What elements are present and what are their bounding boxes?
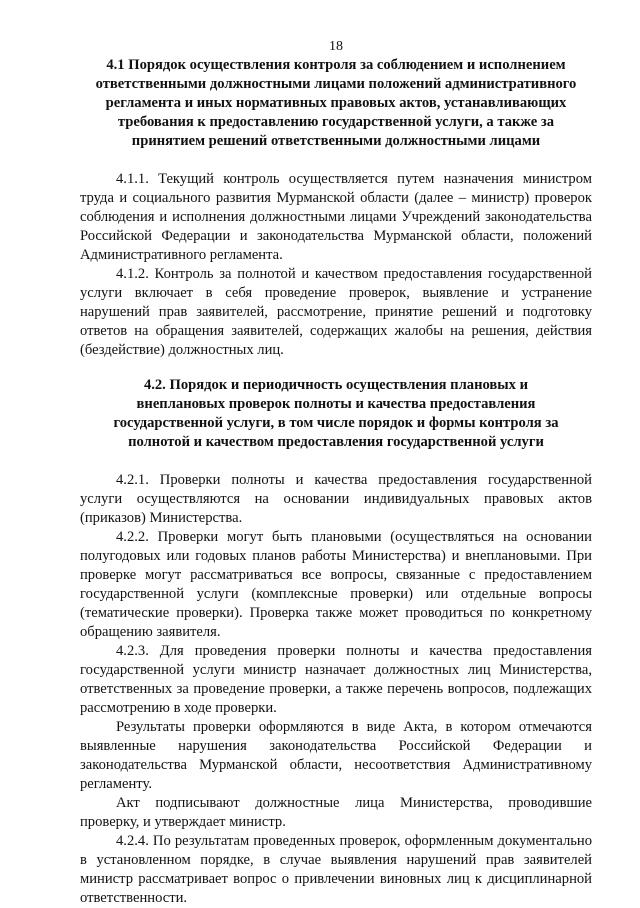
section-heading: 4.2. Порядок и периодичность осуществления плановых и внеплановых проверок полноты и качества предоставления государственной услуги, в том числе порядок и формы контроля за полнотой и качеством предоставления государственной услуги	[113, 377, 559, 450]
paragraph: 4.2.2. Проверки могут быть плановыми (осуществляться на основании полугодовых или годовых планов работы Министерства) и внеплановыми. При проверке могут рассматриваться все вопросы, связанные с предоставлением государственной услуги (комплексные проверки) или отдельные вопросы (тематические проверки). Проверка также может проводиться по конкретному обращению заявителя.	[80, 529, 592, 640]
paragraph: Акт подписывают должностные лица Министерства, проводившие проверку, и утверждает министр.	[80, 795, 592, 830]
section-4-2	[80, 376, 592, 908]
spacer	[80, 452, 592, 471]
paragraph: 4.2.1. Проверки полноты и качества предоставления государственной услуги осуществляются на основании индивидуальных правовых актов (приказов) Министерства.	[80, 472, 592, 526]
paragraph: 4.2.3. Для проведения проверки полноты и качества предоставления государственной услуги министр назначает должностных лиц Министерства, ответственных за проведение проверки, а также перечень вопросов, подлежащих рассмотрению в ходе проверки.	[80, 643, 592, 716]
page-number: 18	[329, 39, 343, 54]
paragraph: Результаты проверки оформляются в виде Акта, в котором отмечаются выявленные нарушения законодательства Российской Федерации и законодательства Мурманской области, несоответствия Административному регламенту.	[80, 719, 592, 792]
paragraph: 4.1.1. Текущий контроль осуществляется путем назначения министром труда и социального развития Мурманской области (далее – министр) проверок соблюдения и исполнения должностными лицами Учреждений законодательства Российской Федерации и законодательства Мурманской области, положений Административного регламента.	[80, 171, 592, 263]
paragraph: 4.2.4. По результатам проведенных проверок, оформленным документально в установленном порядке, в случае выявления нарушений прав заявителей министр рассматривает вопрос о привлечении виновных лиц к дисциплинарной ответственности.	[80, 833, 592, 906]
spacer	[80, 151, 592, 170]
section-heading: 4.1 Порядок осуществления контроля за соблюдением и исполнением ответственными должностными лицами положений административного регламента и иных нормативных правовых актов, устанавливающих требования к предоставлению государственной услуги, а также за принятием решений ответственными должностными лицами	[95, 57, 577, 149]
section-4-1	[80, 56, 592, 360]
paragraph: 4.1.2. Контроль за полнотой и качеством предоставления государственной услуги включает в себя проведение проверок, выявление и устранение нарушений прав заявителей, рассмотрение, принятие решений и подготовку ответов на обращения заявителей, содержащих жалобы на решения, действия (бездействие) должностных лиц.	[80, 266, 592, 358]
